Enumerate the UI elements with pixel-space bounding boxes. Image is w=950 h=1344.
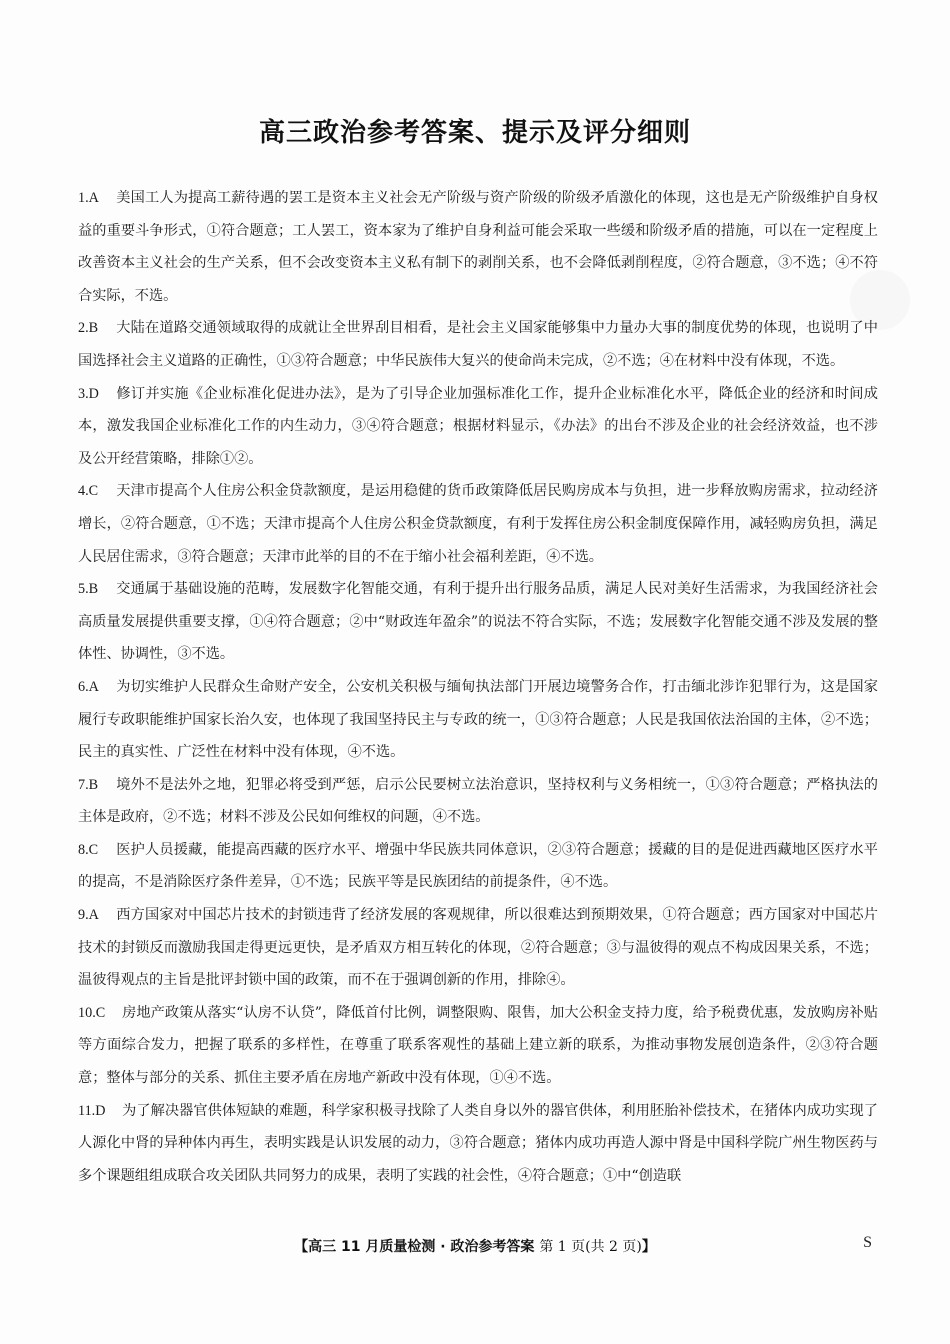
answer-item [78, 671, 878, 769]
answer-explanation: 美国工人为提高工薪待遇的罢工是资本主义社会无产阶级与资产阶级的阶级矛盾激化的体现，这也是无产阶级维护自身权益的重要斗争形式，①符合题意；工人罢工，资本家为了维护自身利益可能会采取一些缓和阶级矛盾的措施，可以在一定程度上改善资本主义社会的生产关系，但不会改变资本主义私有制下的剥削关系，也不会降低剥削程度，②符合题意，③不选；④不符合实际，不选。 [78, 190, 878, 304]
version-mark: S [863, 1234, 872, 1251]
answer-number: 1.A [78, 190, 99, 206]
answer-item [78, 769, 878, 834]
answer-number: 7.B [78, 776, 99, 793]
answer-item [78, 1095, 878, 1193]
answer-item [78, 997, 878, 1095]
answer-number: 8.C [78, 841, 99, 858]
answer-list [78, 182, 878, 1192]
footer-page-number: 第 1 页(共 2 页) [539, 1239, 642, 1255]
answer-explanation: 交通属于基础设施的范畴，发展数字化智能交通，有利于提升出行服务品质，满足人民对美好生活需求，为我国经济社会高质量发展提供重要支撑，①④符合题意；②中“财政连年盈余”的说法不符合实际，不选；发展数字化智能交通不涉及发展的整体性、协调性，③不选。 [78, 581, 878, 663]
answer-explanation: 境外不是法外之地，犯罪必将受到严惩，启示公民要树立法治意识，坚持权利与义务相统一，①③符合题意；严格执法的主体是政府，②不选；材料不涉及公民如何维权的问题，④不选。 [78, 776, 878, 826]
answer-number: 9.A [78, 907, 99, 924]
answer-explanation: 西方国家对中国芯片技术的封锁违背了经济发展的客观规律，所以很难达到预期效果，①符合题意；西方国家对中国芯片技术的封锁反而激励我国走得更远更快，是矛盾双方相互转化的体现，②符合题意；③与温彼得的观点不构成因果关系，不选；温彼得观点的主旨是批评封锁中国的政策，而不在于强调创新的作用，排除④。 [78, 907, 878, 989]
page-title: 高三政治参考答案、提示及评分细则 [258, 118, 691, 148]
answer-item [78, 312, 878, 377]
answer-number: 6.A [78, 678, 99, 695]
footer-bracket: 】 [641, 1239, 656, 1255]
answer-explanation: 大陆在道路交通领域取得的成就让全世界刮目相看，是社会主义国家能够集中力量办大事的制度优势的体现，也说明了中国选择社会主义道路的正确性，①③符合题意；中华民族伟大复兴的使命尚未完成，②不选；④在材料中没有体现，不选。 [78, 320, 878, 369]
answer-item [78, 182, 878, 312]
answer-item [78, 573, 878, 671]
answer-explanation: 天津市提高个人住房公积金贷款额度，是运用稳健的货币政策降低居民购房成本与负担，进一步释放购房需求，拉动经济增长，②符合题意，①不选；天津市提高个人住房公积金贷款额度，有利于发挥住房公积金制度保障作用，减轻购房负担，满足人民居住需求，③符合题意；天津市此举的目的不在于缩小社会福利差距，④不选。 [78, 483, 878, 565]
answer-item [78, 378, 878, 476]
answer-explanation: 医护人员援藏，能提高西藏的医疗水平、增强中华民族共同体意识，②③符合题意；援藏的目的是促进西藏地区医疗水平的提高，不是消除医疗条件差异，①不选；民族平等是民族团结的前提条件，④不选。 [78, 841, 878, 891]
answer-explanation: 房地产政策从落实“认房不认贷”，降低首付比例，调整限购、限售，加大公积金支持力度，给予税费优惠，发放购房补贴等方面综合发力，把握了联系的多样性，在尊重了联系客观性的基础上建立新的联系，为推动事物发展创造条件，②③符合题意；整体与部分的关系、抓住主要矛盾在房地产新政中没有体现，①④不选。 [78, 1004, 878, 1087]
answer-number: 4.C [78, 483, 99, 500]
answer-item [78, 899, 878, 997]
answer-number: 3.D [78, 385, 99, 402]
answer-explanation: 为切实维护人民群众生命财产安全，公安机关积极与缅甸执法部门开展边境警务合作，打击缅北涉诈犯罪行为，这是国家履行专政职能维护国家长治久安，也体现了我国坚持民主与专政的统一，①③符合题意；人民是我国依法治国的主体，②不选；民主的真实性、广泛性在材料中没有体现，④不选。 [78, 678, 878, 761]
answer-item [78, 834, 878, 899]
answer-number: 5.B [78, 581, 99, 598]
footer-exam-name: 【高三 11 月质量检测 · 政治参考答案 [294, 1239, 535, 1255]
answer-number: 2.B [78, 320, 99, 337]
page-footer [0, 1236, 950, 1256]
answer-item [78, 475, 878, 573]
answer-explanation: 为了解决器官供体短缺的难题，科学家积极寻找除了人类自身以外的器官供体，利用胚胎补偿技术，在猪体内成功实现了人源化中肾的异种体内再生，表明实践是认识发展的动力，③符合题意；猪体内成功再造人源中肾是中国科学院广州生物医药与多个课题组组成联合攻关团队共同努力的成果，表明了实践的社会性，④符合题意；①中“创造联 [78, 1102, 878, 1184]
answer-explanation: 修订并实施《企业标准化促进办法》，是为了引导企业加强标准化工作，提升企业标准化水平，降低企业的经济和时间成本，激发我国企业标准化工作的内生动力，③④符合题意；根据材料显示，《办法》的出台不涉及企业的社会经济效益，也不涉及公开经营策略，排除①②。 [78, 385, 878, 467]
answer-number: 11.D [78, 1102, 106, 1119]
answer-number: 10.C [78, 1004, 106, 1021]
